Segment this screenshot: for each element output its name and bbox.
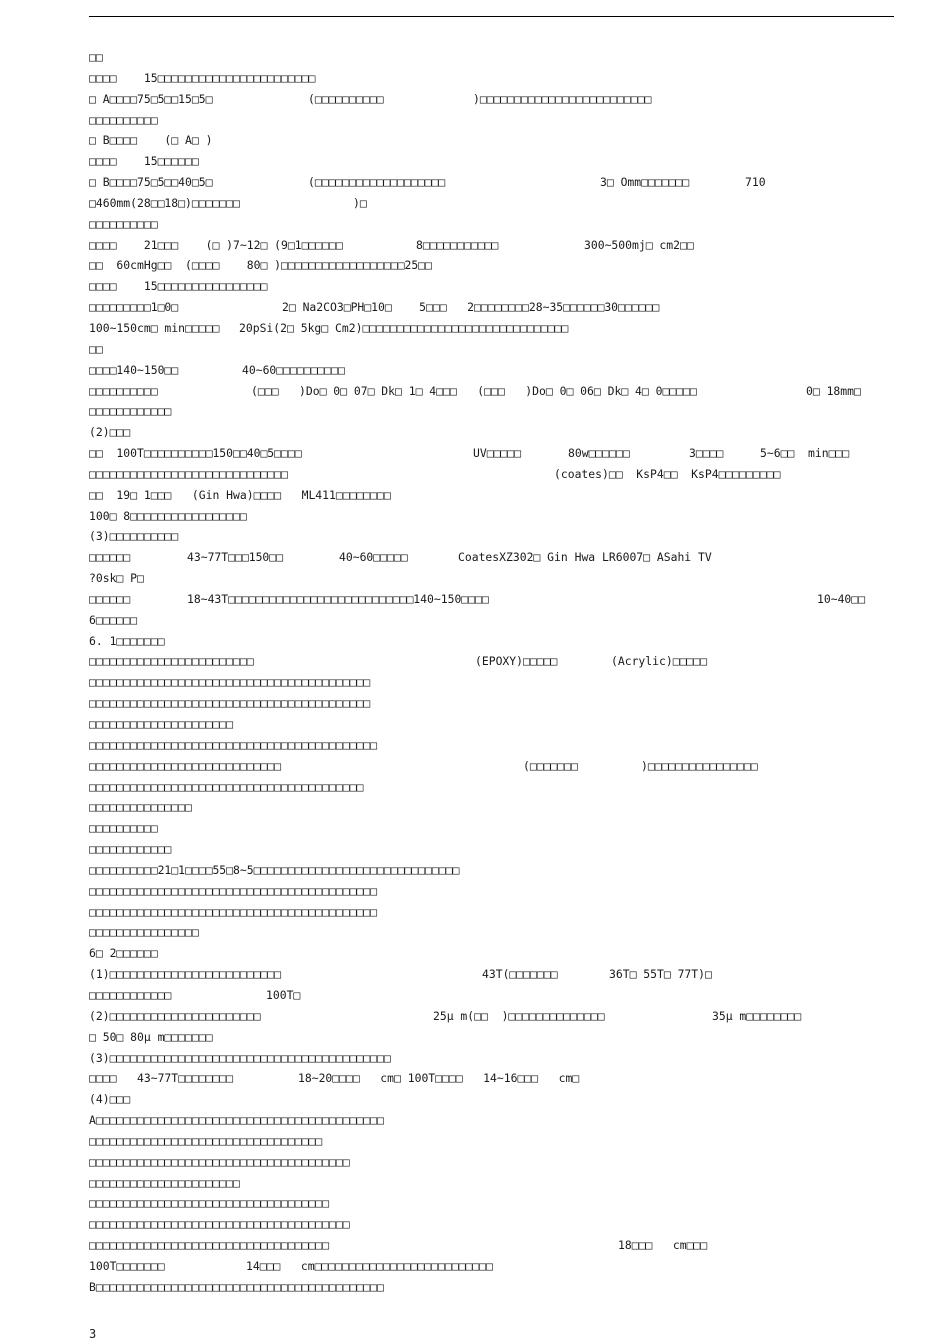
text-segment: (3)□□□□□□□□□□ (89, 529, 179, 544)
text-line (89, 672, 929, 693)
text-line (89, 1235, 929, 1256)
text-segment: □□□□□□□□□□ (89, 821, 158, 836)
text-segment: □□□□□□□□□□ (89, 383, 158, 398)
text-line (89, 985, 929, 1006)
text-segment: (4)□□□ (89, 1092, 131, 1107)
text-segment: □□□□ 15□□□□□□□□□□□□□□□□ (89, 279, 268, 294)
text-segment: □□ (89, 341, 103, 356)
text-line (89, 631, 929, 652)
text-segment: 35μ m□□□□□□□□ (712, 1008, 802, 1023)
text-line (89, 756, 929, 777)
text-segment: □□□□□□ (89, 550, 131, 565)
text-segment: 40~60□□□□□□□□□□ (242, 362, 345, 377)
text-segment: □□□□□□□□□□□□ (89, 987, 172, 1002)
text-segment: (2)□□□ (89, 425, 131, 440)
page-number: 3 (89, 1327, 97, 1341)
text-segment: □□□□□□□□□□□□□□□□□□□□□□□□ (89, 654, 254, 669)
text-segment: (□□□□□□□□□□ (308, 91, 384, 106)
text-segment: )□ (353, 195, 367, 210)
text-segment: □□□□ 15□□□□□□□□□□□□□□□□□□□□□□□ (89, 70, 316, 85)
text-segment: 100T□□□□□□□ (89, 1258, 165, 1273)
text-line (89, 1152, 929, 1173)
text-segment: 18~20□□□□ cm□ 100T□□□□ 14~16□□□ cm□ (298, 1071, 580, 1086)
text-segment: 80w□□□□□□ (568, 446, 630, 461)
text-line (89, 547, 929, 568)
text-line (89, 1173, 929, 1194)
header-rule (89, 16, 894, 17)
text-segment: (□□□□□□□ (523, 758, 578, 773)
text-line (89, 297, 929, 318)
text-segment: (coates)□□ KsP4□□ KsP4□□□□□□□□□ (554, 466, 781, 481)
text-segment: □□□□□□□□□□□□□□□□□□□□□ (89, 717, 234, 731)
text-line (89, 651, 929, 672)
text-line (89, 1256, 929, 1277)
text-line (89, 422, 929, 443)
text-line (89, 1089, 929, 1110)
text-line (89, 610, 929, 631)
text-line (89, 735, 929, 756)
text-segment: □460mm(28□□18□)□□□□□□□ (89, 195, 240, 210)
text-segment: (1)□□□□□□□□□□□□□□□□□□□□□□□□□ (89, 967, 282, 982)
text-segment: 25μ m(□□ )□□□□□□□□□□□□□□ (433, 1008, 605, 1023)
text-line (89, 485, 929, 506)
text-line (89, 568, 929, 589)
text-segment: 20pSi(2□ 5kg□ Cm2)□□□□□□□□□□□□□□□□□□□□□□□□□□□□□□ (239, 320, 569, 335)
text-segment: 0□ 18mm□ (806, 383, 861, 398)
text-segment: (□□□□□□□□□□□□□□□□□□□ (308, 175, 446, 190)
text-line (89, 902, 929, 923)
text-line (89, 881, 929, 902)
text-line (89, 943, 929, 964)
text-segment: 36T□ 55T□ 77T)□ (609, 967, 712, 982)
text-segment: 2□ Na2CO3□PH□10□ 5□□□ 2□□□□□□□□28~35□□□□□□30□□□□□□ (282, 300, 660, 315)
text-line (89, 1110, 929, 1131)
text-segment: 5~6□□ min□□□ (760, 446, 850, 461)
text-line (89, 777, 929, 798)
text-line (89, 860, 929, 881)
text-segment: UV□□□□□ (473, 446, 522, 461)
text-line (89, 381, 929, 402)
text-segment: A□□□□□□□□□□□□□□□□□□□□□□□□□□□□□□□□□□□□□□□□□□ (89, 1113, 384, 1128)
text-line (89, 839, 929, 860)
text-segment: 8□□□□□□□□□□□ (416, 237, 499, 252)
text-line (89, 401, 929, 422)
text-line (89, 172, 929, 193)
text-line (89, 818, 929, 839)
text-segment: ?0sk□ P□ (89, 571, 144, 586)
text-segment: 3□ Omm□□□□□□□ (600, 175, 690, 190)
text-segment: □□ 60cmHg□□ (□□□□ 80□ )□□□□□□□□□□□□□□□□□□25□□ (89, 258, 432, 273)
text-segment: )□□□□□□□□□□□□□□□□□□□□□□□□□ (473, 91, 652, 106)
text-segment: B□□□□□□□□□□□□□□□□□□□□□□□□□□□□□□□□□□□□□□□□□□ (89, 1279, 384, 1294)
text-segment: □□□□□□□□□□□□□□□□□□□□□□□□□□□□□□□□□□□□□□□□□□ (89, 883, 378, 898)
text-segment: □□□□□□ (89, 591, 131, 606)
text-segment: (□□□ )Do□ 0□ 07□ Dk□ 1□ 4□□□ (□□□ )Do□ 0□ 06□ Dk□ 4□ 0□□□□□ (251, 383, 697, 398)
text-line (89, 464, 929, 485)
text-segment: (Acrylic)□□□□□ (611, 654, 708, 669)
text-line (89, 276, 929, 297)
text-segment: 100□ 8□□□□□□□□□□□□□□□□□ (89, 508, 247, 523)
text-segment: □□□□□□□□□□□□□□□□□□□□□□□□□□□□□□□□□□□□□□□□□□ (89, 737, 378, 752)
text-segment: □□□□□□□□□□21□1□□□□55□8~5□□□□□□□□□□□□□□□□□□□□□□□□□□□□□□ (89, 862, 460, 877)
text-segment: 710 (745, 175, 766, 190)
text-line (89, 922, 929, 943)
text-segment: 300~500mj□ cm2□□ (584, 237, 694, 252)
text-segment: □□□□ 15□□□□□□ (89, 154, 199, 169)
text-segment: □□□□□□□□□□□□□□□□ (89, 925, 199, 940)
text-segment: □□□□□□□□□□□□□□□□□□□□□□□□□□□□□□□□□□□□□□□□ (89, 779, 364, 794)
text-line (89, 526, 929, 547)
text-segment: 100T□ (266, 987, 301, 1002)
text-line (89, 193, 929, 214)
text-segment: □□□□□□□□□□□□□□□□□□□□□□□□□□□□□□□□□□□ (89, 1238, 330, 1253)
text-segment: 100~150cm□ min□□□□□ (89, 320, 220, 335)
text-line (89, 255, 929, 276)
text-segment: □□□□□□□□□□□□□□□□□□□□□□□□□□□□□□□□□□□ (89, 1196, 330, 1211)
text-line (89, 1068, 929, 1089)
text-segment: 40~60□□□□□ (339, 550, 408, 565)
text-segment: □□□□□□□□□1□0□ (89, 300, 179, 315)
document-body (89, 47, 929, 1298)
text-segment: □□□□□□□□□□□□□□□□□□□□□□□□□□□□□□□□□□□□□□□□□ (89, 696, 371, 711)
text-segment: □□□□□□□□□□□□□□□□□□□□□□□□□□□□□□□□□□□□□□□□□□ (89, 904, 378, 919)
text-segment: □ B□□□□75□5□□40□5□ (89, 175, 213, 190)
text-line (89, 235, 929, 256)
text-line (89, 1214, 929, 1235)
text-segment: 6□ 2□□□□□□ (89, 946, 158, 961)
text-segment: □□□□□□□□□□□□□□□□□□□□□□□□□□□□□□□□□□□□□□ (89, 1217, 350, 1232)
text-segment: □□ 100T□□□□□□□□□□150□□40□5□□□□ (89, 446, 302, 461)
text-line (89, 1006, 929, 1027)
text-line (89, 1277, 929, 1298)
text-line (89, 693, 929, 714)
text-segment: □□□□□□□□□□□□□□□□□□□□□□□□□□□□ (89, 758, 282, 773)
text-segment: (3)□□□□□□□□□□□□□□□□□□□□□□□□□□□□□□□□□□□□□□□□□ (89, 1050, 391, 1065)
text-line (89, 151, 929, 172)
text-line (89, 964, 929, 985)
text-segment: 43~77T□□□150□□ (187, 550, 284, 565)
text-segment: 6. 1□□□□□□□ (89, 633, 165, 648)
text-line (89, 1193, 929, 1214)
text-segment: □□□□□□□□□□□□□□□□□□□□□□□□□□□□□□□□□□□□□□ (89, 1154, 350, 1169)
text-segment: CoatesXZ302□ Gin Hwa LR6007□ ASahi TV (458, 550, 712, 565)
text-line (89, 360, 929, 381)
text-segment: 6□□□□□□ (89, 612, 138, 627)
text-segment: □ B□□□□ (□ A□ ) (89, 133, 213, 148)
text-line (89, 506, 929, 527)
text-segment: □ A□□□□75□5□□15□5□ (89, 91, 213, 106)
text-segment: □□□□□□□□□□□□□□□□□□□□□□□□□□□□□□□□□□ (89, 1133, 323, 1148)
text-line (89, 130, 929, 151)
text-segment: □□□□140~150□□ (89, 362, 179, 377)
text-segment: 43T(□□□□□□□ (482, 967, 558, 982)
text-segment: (2)□□□□□□□□□□□□□□□□□□□□□□ (89, 1008, 261, 1023)
text-line (89, 589, 929, 610)
text-line (89, 89, 929, 110)
text-segment: □ 50□ 80μ m□□□□□□□ (89, 1029, 213, 1044)
text-segment: □□□□ 43~77T□□□□□□□□ (89, 1071, 234, 1086)
text-line (89, 214, 929, 235)
text-segment: 3□□□□ (689, 446, 724, 461)
text-segment: □□□□ 21□□□ (□ )7~12□ (9□1□□□□□□ (89, 237, 343, 252)
text-segment: )□□□□□□□□□□□□□□□□ (641, 758, 758, 773)
text-segment: □□□□□□□□□□□□□□□ (89, 800, 192, 815)
text-line (89, 1027, 929, 1048)
text-segment: □□□□□□□□□□□□ (89, 404, 172, 419)
text-segment: (EPOXY)□□□□□ (475, 654, 558, 669)
text-segment: □□□□□□□□□□□□□□□□□□□□□□ (89, 1175, 240, 1190)
text-line (89, 714, 929, 735)
text-line (89, 318, 929, 339)
text-segment: □□□□□□□□□□□□ (89, 842, 172, 857)
text-segment: □□ (89, 50, 103, 64)
text-segment: 18~43T□□□□□□□□□□□□□□□□□□□□□□□□□□□140~150□□□□ (187, 591, 489, 606)
text-line (89, 797, 929, 818)
text-segment: 10~40□□ (817, 591, 866, 606)
text-line (89, 1048, 929, 1069)
text-line (89, 339, 929, 360)
text-line (89, 68, 929, 89)
text-line (89, 47, 929, 68)
text-line (89, 1131, 929, 1152)
text-segment: 14□□□ cm□□□□□□□□□□□□□□□□□□□□□□□□□□ (246, 1258, 493, 1273)
text-segment: □□□□□□□□□□ (89, 112, 158, 127)
text-line (89, 110, 929, 131)
text-segment: □□□□□□□□□□□□□□□□□□□□□□□□□□□□□ (89, 466, 288, 481)
text-segment: □□□□□□□□□□□□□□□□□□□□□□□□□□□□□□□□□□□□□□□□□ (89, 675, 371, 690)
text-segment: 18□□□ cm□□□ (618, 1238, 708, 1253)
text-segment: □□ 19□ 1□□□ (Gin Hwa)□□□□ ML411□□□□□□□□ (89, 487, 391, 502)
text-segment: □□□□□□□□□□ (89, 216, 158, 231)
text-line (89, 443, 929, 464)
